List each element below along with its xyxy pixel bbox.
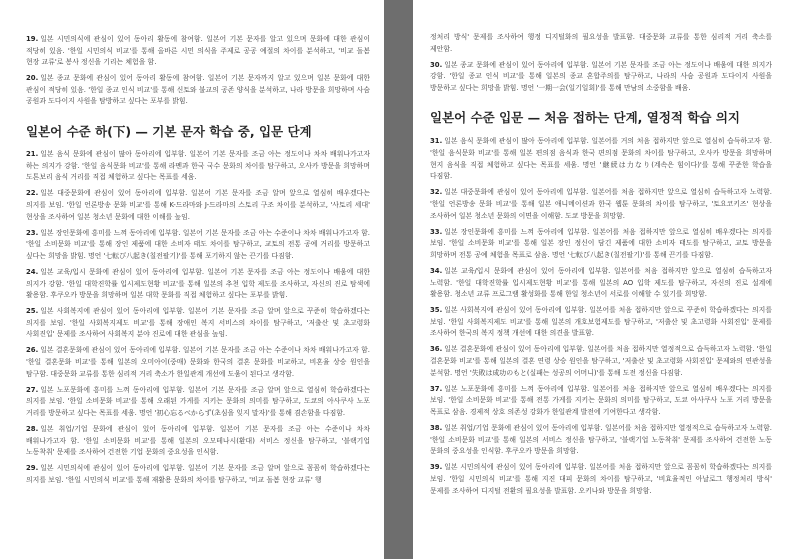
left-page	[0, 0, 384, 559]
entry-text: 일본 음식 문화에 관심이 많아 동아리에 입부함. 일본어를 거의 처음 접하지만 앞으로 열심히 습득하고자 함. '한일 음식문화 비교'를 통해 일본 편의점 음식과 한국 편의점 문화의 차이를 탐구하고, 오사카 방문을 희망하며 현지 음식을 직접 체험하고 싶다는 목표를 세움. 명언 '継続は力なり(계속은 힘이다)'를 통해 꾸준한 학습을 다짐함.	[430, 137, 772, 181]
entry-number: 32.	[430, 188, 443, 197]
entry-number: 30.	[430, 60, 443, 69]
entry-number: 38.	[430, 424, 443, 433]
student-entry	[26, 385, 370, 420]
entry-number: 31.	[430, 137, 443, 146]
entry-number: 22.	[26, 189, 39, 198]
student-entry	[26, 424, 370, 459]
page-gutter	[384, 0, 413, 559]
left-top-items	[26, 34, 370, 108]
left-item-list	[26, 149, 370, 486]
right-item-list	[430, 136, 772, 497]
student-entry	[26, 267, 370, 302]
entry-number: 34.	[430, 266, 443, 275]
student-entry	[26, 228, 370, 263]
student-entry	[430, 227, 772, 262]
student-entry	[430, 384, 772, 419]
student-entry	[26, 188, 370, 223]
entry-text: 정처리 방식' 문제를 조사하여 행정 디지털화의 필요성을 발표함. 대중문화 교류를 통한 심리적 거리 축소를 제안함.	[430, 33, 772, 53]
entry-text: 일본 장인문화에 흥미를 느껴 동아리에 입부함. 일본어 기본 문자를 조금 아는 수준이나 차차 배워나가고자 함. '한일 소비문화 비교'를 통해 장인 제품에 대한 소비자 태도 차이를 탐구하고, 교토의 전통 공예 거리를 방문하고 싶다는 희망을 밝힘. 명언 '七転び八起き(칠전팔기)'를 통해 포기하지 않는 끈기를 다짐함.	[26, 228, 370, 260]
entry-text: 일본 시민의식에 관심이 있어 동아리에 입부함. 일본어를 처음 접하지만 앞으로 꼼꼼히 학습하겠다는 의지를 보임. '한일 시민의식 비교'를 통해 지진 대피 문화의 차이를 탐구하고, '비효율적인 아날로그 행정처리 방식' 문제를 조사하여 디지털 전환의 필요성을 발표함. 오키나와 방문을 희망함.	[430, 463, 772, 495]
entry-text: 일본 시민의식에 관심이 있어 동아리 활동에 참여함. 일본어 기본 문자를 알고 있으며 문화에 대한 관심이 적당히 있음. '한일 시민의식 비교'를 통해 올바른 시민 의식을 주제로 공공 예절의 차이를 분석하고, '비교 돌봄 현장 교류'로 봉사 정신을 기리는 체험을 함.	[26, 35, 370, 67]
student-entry	[26, 463, 370, 486]
student-entry	[430, 136, 772, 182]
entry-number: 36.	[430, 345, 443, 354]
student-entry	[430, 266, 772, 301]
student-entry	[430, 423, 772, 458]
entry-number: 37.	[430, 384, 443, 393]
student-entry	[26, 306, 370, 341]
entry-number: 19.	[26, 35, 39, 43]
entry-text: 일본 결혼문화에 관심이 있어 동아리에 입부함. 일본어 기본 문자를 조금 아는 수준이나 차차 배워나가고자 함. '한일 결혼문화 비교'를 통해 일본의 오미아이(중매) 문화와 한국의 결혼 문화를 비교하고, 비혼율 상승 원인을 탐구함. 대중문화 교류를 통한 심리적 거리 축소가 한일관계 개선에 도움이 된다고 생각함.	[26, 346, 370, 378]
entry-number: 27.	[26, 385, 39, 394]
entry-text: 일본 시민의식에 관심이 있어 동아리에 입부함. 일본어 기본 문자를 조금 알며 앞으로 꼼꼼히 학습하겠다는 의지를 보임. '한일 시민의식 비교'를 통해 재활용 문화의 차이를 탐구하고, '비교 돌봄 현장 교류' 행	[26, 464, 370, 484]
student-entry	[26, 345, 370, 380]
student-entry	[430, 187, 772, 222]
entry-text: 일본 교육/입시 문화에 관심이 있어 동아리에 입부함. 일본어 기본 문자를 조금 아는 정도이나 배움에 대한 의지가 강함. '한일 대학진학률 입시제도현황 비교'를 통해 일본의 추천 입학 제도를 조사하고, 자신의 진로 탐색에 활용함. 후쿠오카 방문을 희망하며 일본 대학 문화를 직접 체험하고 싶다는 포부를 밝힘.	[26, 267, 370, 300]
entry-number: 39.	[430, 463, 443, 472]
entry-text: 일본 종교 문화에 관심이 있어 동아리에 입부함. 일본어 기본 문자를 조금 아는 정도이나 배움에 대한 의지가 강함. '한일 종교 인식 비교'를 통해 일본의 종교 혼합주의를 탐구하고, 나라의 사슴 공원과 도다이지 사원을 방문하고 싶다는 희망을 밝힘. 명언 '一期一会(일기일회)'를 통해 만남의 소중함을 배움.	[430, 60, 772, 92]
entry-number: 24.	[26, 267, 39, 276]
entry-number: 25.	[26, 307, 39, 316]
entry-number: 21.	[26, 150, 39, 159]
entry-text: 일본 취업/기업 문화에 관심이 있어 동아리에 입부함. 일본어 기본 문자를 조금 아는 수준이나 차차 배워나가고자 함. '한일 소비문화 비교'를 통해 일본의 오모테나시(환대) 서비스 정신을 탐구하고, '블랙기업 노동착취' 문제를 조사하여 건전한 기업 문화의 중요성을 인식함.	[26, 425, 370, 457]
section-title-beginner: 일본어 수준 하(下) — 기본 문자 학습 중, 입문 단계	[26, 124, 312, 140]
entry-text: 일본 대중문화에 관심이 있어 동아리에 입부함. 일본어를 처음 접하지만 앞으로 열심히 습득하고자 노력함. '한일 언론방송 문화 비교'를 통해 일본 애니메이션과 한국 웹툰 문화의 차이를 탐구하고, '토요코키즈' 현상을 조사하여 일본 청소년 문화의 이면을 이해함. 도쿄 방문을 희망함.	[430, 188, 772, 220]
right-page	[413, 0, 800, 559]
entry-text: 일본 결혼문화에 관심이 있어 동아리에 입부함. 일본어를 처음 접하지만 열정적으로 습득하고자 노력함. '한일 결혼문화 비교'를 통해 일본의 결혼 연령 상승 원인을 탐구하고, '저출산 및 초고령화 사회진입' 문제와의 연관성을 분석함. 명언 '失敗は成功のもと(실패는 성공의 어머니)'를 통해 도전 정신을 다짐함.	[430, 345, 772, 377]
entry-text: 일본 취업/기업 문화에 관심이 있어 동아리에 입부함. 일본어를 처음 접하지만 열정적으로 습득하고자 노력함. '한일 소비문화 비교'를 통해 일본의 서비스 정신을 탐구하고, '블랙기업 노동착취' 문제를 조사하여 건전한 노동 문화의 중요성을 인식함. 후쿠오카 방문을 희망함.	[430, 424, 772, 456]
entry-text: 일본 노포문화에 흥미를 느껴 동아리에 입부함. 일본어를 처음 접하지만 앞으로 열심히 배우겠다는 의지를 보임. '한일 소비문화 비교'를 통해 전통 가게를 지키는 문화의 의미를 탐구하고, 도쿄 아사쿠사 노포 거리 방문을 목표로 삼음. 경제적 상호 의존성 강화가 한일관계 발전에 기여한다고 생각함.	[430, 384, 772, 416]
entry-number: 23.	[26, 228, 39, 237]
entry-text: 일본 사회복지에 관심이 있어 동아리에 입부함. 일본어 기본 문자를 조금 알며 앞으로 꾸준히 학습하겠다는 의지를 보임. '한일 사회복지제도 비교'를 통해 장애인 복지 서비스의 차이를 탐구하고, '저출산 및 초고령화 사회진입' 문제를 조사하여 사회복지 분야 진로에 대한 관심을 높임.	[26, 307, 370, 339]
student-entry	[430, 344, 772, 379]
student-entry	[26, 73, 370, 108]
entry-text: 일본 음식 문화에 관심이 많아 동아리에 입부함. 일본어 기본 문자를 조금 아는 정도이나 차차 배워나가고자 하는 의지가 강함. '한일 음식문화 비교'를 통해 라멘과 한국 국수 문화의 차이를 탐구하고, 오사카 방문을 희망하며 도톤보리 음식 거리를 직접 체험하고 싶다는 목표를 세움.	[26, 150, 370, 182]
student-entry	[26, 149, 370, 184]
entry-text: 일본 노포문화에 흥미를 느껴 동아리에 입부함. 일본어 기본 문자를 조금 알며 앞으로 열심히 학습하겠다는 의지를 보임. '한일 소비문화 비교'를 통해 오래된 가게를 지키는 문화의 의미를 탐구하고, 도쿄의 아사쿠사 노포 거리를 방문하고 싶다는 목표를 세움. 명언 '初心忘るべからず(초심을 잊지 말자)'를 통해 겸손함을 다짐함.	[26, 385, 370, 417]
entry-number: 35.	[430, 306, 443, 315]
entry-number: 26.	[26, 346, 39, 355]
student-entry	[430, 32, 772, 55]
entry-number: 29.	[26, 464, 39, 473]
entry-number: 33.	[430, 227, 443, 236]
entry-text: 일본 사회복지에 관심이 있어 동아리에 입부함. 일본어를 처음 접하지만 앞으로 꾸준히 학습하겠다는 의지를 보임. '한일 사회복지제도 비교'를 통해 일본의 개호보험제도를 탐구하고, '저출산 및 초고령화 사회진입' 문제를 조사하여 한국의 복지 정책 개선에 대한 의견을 발표함.	[430, 306, 772, 338]
section-title-intro: 일본어 수준 입문 — 처음 접하는 단계, 열정적 학습 의지	[430, 110, 740, 126]
entry-text: 일본 장인문화에 흥미를 느껴 동아리에 입부함. 일본어를 처음 접하지만 앞으로 열심히 배우겠다는 의지를 보임. '한일 소비문화 비교'를 통해 일본 장인 정신이 담긴 제품에 대한 소비자 태도를 탐구하고, 교토 방문을 희망하며 전통 공예 체험을 목표로 삼음. 명언 '七転び八起き(칠전팔기)'를 통해 끈기를 다짐함.	[430, 227, 772, 259]
student-entry	[26, 34, 370, 69]
entry-number: 20.	[26, 74, 39, 83]
entry-text: 일본 종교 문화에 관심이 있어 동아리 활동에 참여함. 일본어 기본 문자까지 알고 있으며 일본 문화에 대한 관심이 적당히 있음. '한일 종교 인식 비교'를 통해 신토와 불교의 공존 양식을 분석하고, 나라 방문을 희망하며 사슴 공원과 도다이지 사원을 탐방하고 싶다는 포부를 밝힘.	[26, 74, 370, 106]
entry-text: 일본 대중문화에 관심이 있어 동아리에 입부함. 일본어 기본 문자를 조금 알며 앞으로 열심히 배우겠다는 의지를 보임. '한일 언론방송 문화 비교'를 통해 K-드라마와 J-드라마의 스토리 구조 차이를 분석하고, '사토리 세대' 현상을 조사하여 일본 청소년 문화에 대한 이해를 높임.	[26, 189, 370, 221]
student-entry	[430, 60, 772, 95]
entry-number: 28.	[26, 425, 39, 434]
student-entry	[430, 462, 772, 497]
right-top-items	[430, 32, 772, 94]
entry-text: 일본 교육/입시 문화에 관심이 있어 동아리에 입부함. 일본어를 처음 접하지만 앞으로 열심히 습득하고자 노력함. '한일 대학진학률 입시제도현황 비교'를 통해 일본의 AO 입학 제도를 탐구하고, 자신의 진로 설계에 활용함. 청소년 교류 프로그램 활성화를 통해 한일 청소년이 서로를 이해할 수 있기를 희망함.	[430, 266, 772, 299]
student-entry	[430, 305, 772, 340]
